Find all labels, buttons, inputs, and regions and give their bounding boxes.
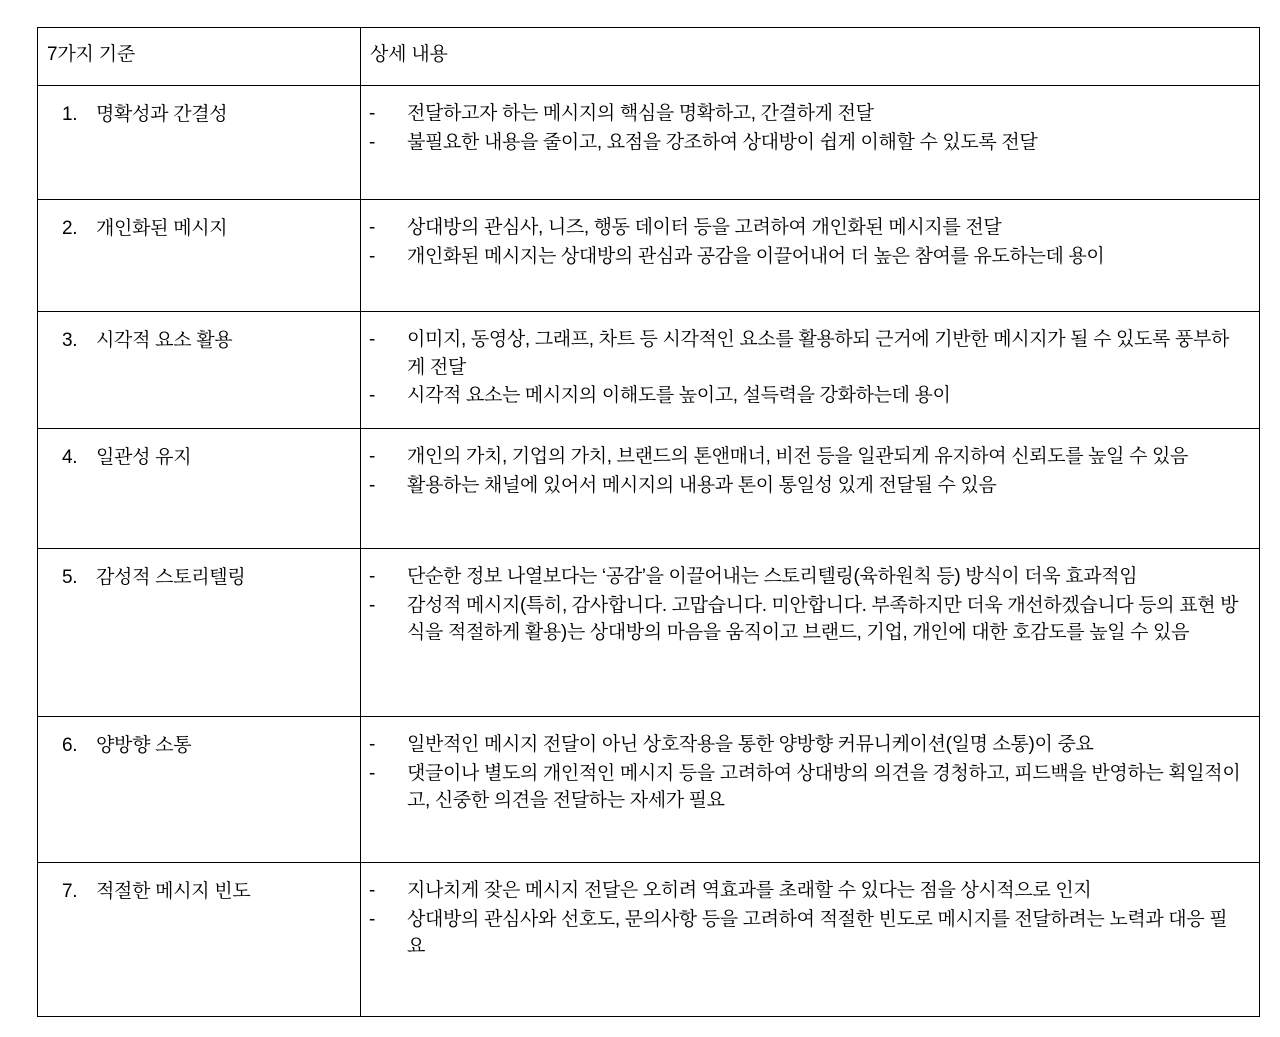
criterion-cell-7: [38, 863, 361, 1017]
detail-bullet: [369, 129, 1243, 157]
bullet-dash-icon: -: [369, 474, 375, 496]
header-cell-detail: [361, 28, 1260, 86]
detail-bullet: [369, 760, 1243, 815]
bullet-dash-icon: -: [369, 217, 375, 238]
detail-bullet: [369, 214, 1243, 242]
detail-bullet: [369, 326, 1243, 381]
bullet-dash-icon: -: [369, 594, 375, 616]
detail-text: 활용하는 채널에 있어서 메시지의 내용과 톤이 통일성 있게 전달될 수 있음: [407, 474, 997, 496]
criterion-cell-3: [38, 312, 361, 429]
detail-bullet: [369, 382, 1243, 410]
criterion-number-6: 6.: [62, 735, 78, 756]
table-row: [38, 429, 1260, 549]
header-cell-criterion: [38, 28, 361, 86]
table-row: [38, 549, 1260, 717]
bullet-dash-icon: -: [369, 329, 375, 350]
criterion-cell-2: [38, 200, 361, 312]
table-row: [38, 717, 1260, 863]
criterion-number-4: 4.: [62, 447, 78, 468]
detail-bullet: [369, 443, 1243, 471]
detail-bullet: [369, 563, 1243, 591]
detail-cell-6: [361, 717, 1260, 863]
detail-cell-5: [361, 549, 1260, 717]
detail-bullet: [369, 592, 1243, 647]
criterion-label-5: 감성적 스토리텔링: [96, 567, 246, 588]
criterion-number-3: 3.: [62, 330, 78, 351]
detail-text: 시각적 요소는 메시지의 이해도를 높이고, 설득력을 강화하는데 용이: [407, 385, 951, 407]
detail-cell-3: [361, 312, 1260, 429]
detail-bullet: [369, 100, 1243, 128]
table-row: [38, 200, 1260, 312]
bullet-dash-icon: -: [369, 446, 375, 467]
table-row: [38, 863, 1260, 1017]
bullet-dash-icon: -: [369, 880, 375, 901]
criterion-number-7: 7.: [62, 881, 78, 902]
criterion-label-2: 개인화된 메시지: [96, 218, 228, 239]
detail-text: 상대방의 관심사와 선호도, 문의사항 등을 고려하여 적절한 빈도로 메시지를 전달하려는 노력과 대응 필요: [407, 908, 1228, 958]
detail-bullet: [369, 243, 1243, 271]
table-header-row: [38, 28, 1260, 86]
detail-text: 전달하고자 하는 메시지의 핵심을 명확하고, 간결하게 전달: [407, 103, 874, 124]
detail-text: 개인의 가치, 기업의 가치, 브랜드의 톤앤매너, 비전 등을 일관되게 유지하여 신뢰도를 높일 수 있음: [407, 446, 1189, 467]
detail-bullet: [369, 906, 1243, 961]
criterion-label-4: 일관성 유지: [96, 447, 192, 468]
criterion-cell-6: [38, 717, 361, 863]
detail-text: 상대방의 관심사, 니즈, 행동 데이터 등을 고려하여 개인화된 메시지를 전달: [407, 217, 1002, 238]
criterion-label-7: 적절한 메시지 빈도: [96, 881, 251, 902]
detail-cell-4: [361, 429, 1260, 549]
bullet-dash-icon: -: [369, 734, 375, 755]
detail-text: 불필요한 내용을 줄이고, 요점을 강조하여 상대방이 쉽게 이해할 수 있도록 전달: [407, 131, 1038, 153]
detail-text: 지나치게 잦은 메시지 전달은 오히려 역효과를 초래할 수 있다는 점을 상시적으로 인지: [407, 880, 1092, 901]
header-label-criterion: 7가지 기준: [47, 44, 136, 65]
bullet-dash-icon: -: [369, 762, 375, 784]
detail-text: 개인화된 메시지는 상대방의 관심과 공감을 이끌어내어 더 높은 참여를 유도하는데 용이: [407, 245, 1105, 267]
detail-text: 이미지, 동영상, 그래프, 차트 등 시각적인 요소를 활용하되 근거에 기반한 메시지가 될 수 있도록 풍부하게 전달: [407, 329, 1229, 378]
table-row: [38, 86, 1260, 200]
table-row: [38, 312, 1260, 429]
bullet-dash-icon: -: [369, 131, 375, 153]
detail-text: 단순한 정보 나열보다는 ‘공감’을 이끌어내는 스토리텔링(육하원칙 등) 방식이 더욱 효과적임: [407, 566, 1138, 587]
criterion-number-1: 1.: [62, 104, 78, 125]
detail-cell-1: [361, 86, 1260, 200]
bullet-dash-icon: -: [369, 908, 375, 930]
criterion-cell-1: [38, 86, 361, 200]
bullet-dash-icon: -: [369, 385, 375, 407]
criterion-label-6: 양방향 소통: [96, 735, 192, 756]
header-label-detail: 상세 내용: [370, 44, 448, 65]
detail-text: 댓글이나 별도의 개인적인 메시지 등을 고려하여 상대방의 의견을 경청하고, 피드백을 반영하는 획일적이고, 신중한 의견을 전달하는 자세가 필요: [407, 762, 1241, 812]
criterion-label-3: 시각적 요소 활용: [96, 330, 233, 351]
criterion-label-1: 명확성과 간결성: [96, 104, 228, 125]
detail-bullet: [369, 472, 1243, 500]
bullet-dash-icon: -: [369, 566, 375, 587]
detail-text: 감성적 메시지(특히, 감사합니다. 고맙습니다. 미안합니다. 부족하지만 더욱 개선하겠습니다 등의 표현 방식을 적절하게 활용)는 상대방의 마음을 움직이고 브랜드, 기업, 개인에 대한 호감도를 높일 수 있음: [407, 594, 1239, 644]
table-body: [38, 28, 1260, 1017]
criterion-number-2: 2.: [62, 218, 78, 239]
criterion-cell-4: [38, 429, 361, 549]
criteria-table: [37, 27, 1260, 1017]
detail-bullet: [369, 877, 1243, 905]
criterion-cell-5: [38, 549, 361, 717]
bullet-dash-icon: -: [369, 245, 375, 267]
detail-text: 일반적인 메시지 전달이 아닌 상호작용을 통한 양방향 커뮤니케이션(일명 소통)이 중요: [407, 734, 1094, 755]
criterion-number-5: 5.: [62, 567, 78, 588]
detail-bullet: [369, 731, 1243, 759]
detail-cell-2: [361, 200, 1260, 312]
bullet-dash-icon: -: [369, 103, 375, 124]
detail-cell-7: [361, 863, 1260, 1017]
